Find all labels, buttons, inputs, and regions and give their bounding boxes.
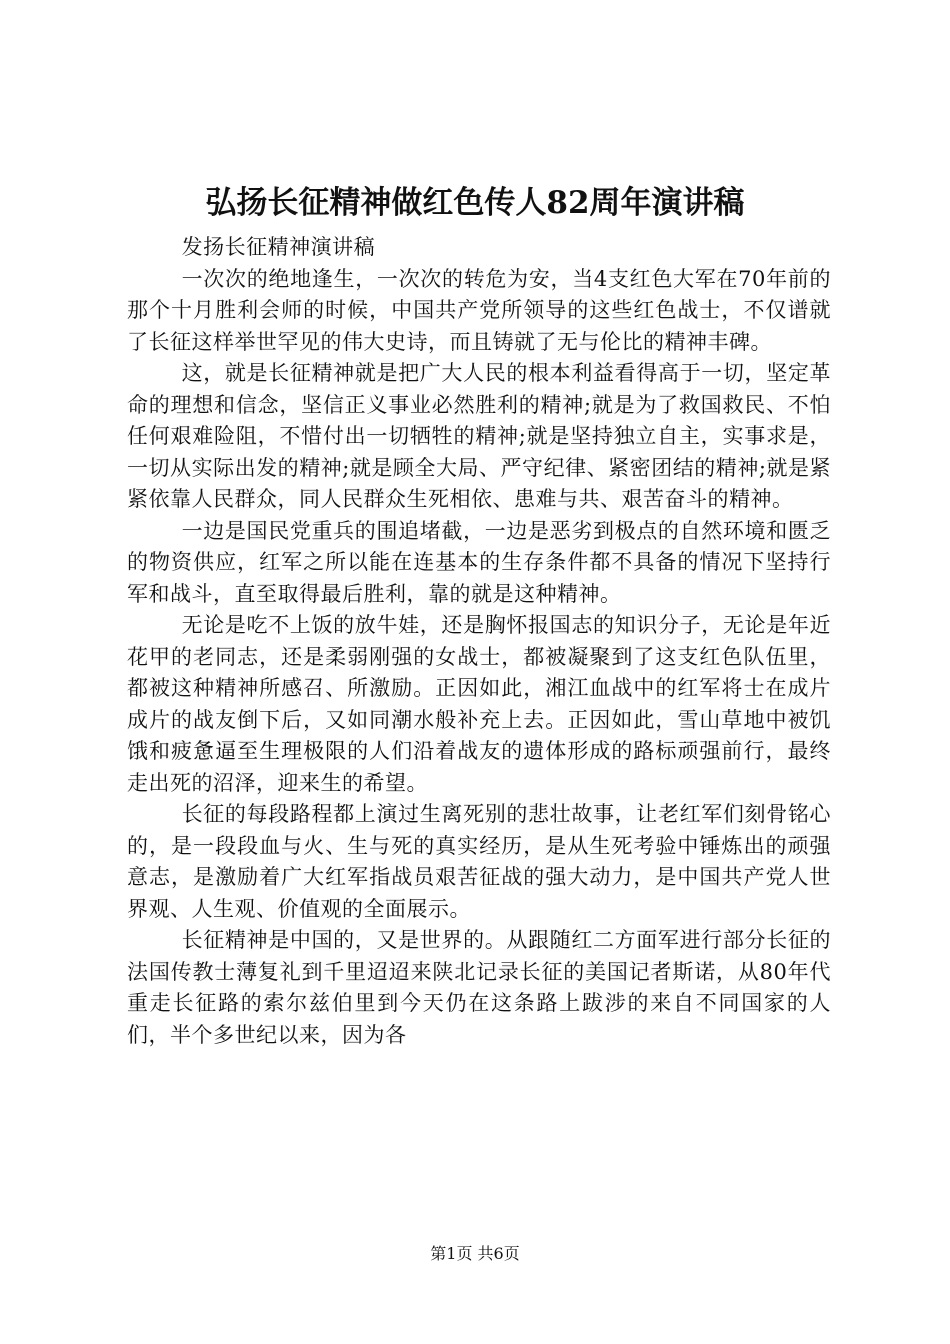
document-subtitle: 发扬长征精神演讲稿 xyxy=(181,235,376,259)
page-title: 弘扬长征精神做红色传人82周年演讲稿 xyxy=(205,185,745,221)
document-body xyxy=(127,232,831,1051)
paragraph-6: 长征精神是中国的，又是世界的。从跟随红二方面军进行部分长征的法国传教士薄复礼到千里迢迢来陕北记录长征的美国记者斯诺，从80年代重走长征路的索尔兹伯里到今天仍在这条路上跋涉的来自不同国家的人们，半个多世纪以来，因为各 xyxy=(127,928,831,1047)
page-footer: 第1页 共6页 xyxy=(430,1244,520,1263)
paragraph-4: 无论是吃不上饭的放牛娃，还是胸怀报国志的知识分子，无论是年近花甲的老同志，还是柔弱刚强的女战士，都被凝聚到了这支红色队伍里，都被这种精神所感召、所激励。正因如此，湘江血战中的红军将士在成片成片的战友倒下后，又如同潮水般补充上去。正因如此，雪山草地中被饥饿和疲惫逼至生理极限的人们沿着战友的遗体形成的路标顽强前行，最终走出死的沼泽，迎来生的希望。 xyxy=(127,613,831,795)
paragraph-2: 这，就是长征精神就是把广大人民的根本利益看得高于一切，坚定革命的理想和信念，坚信正义事业必然胜利的精神;就是为了救国救民、不怕任何艰难险阻，不惜付出一切牺牲的精神;就是坚持独立自主，实事求是，一切从实际出发的精神;就是顾全大局、严守纪律、紧密团结的精神;就是紧紧依靠人民群众，同人民群众生死相依、患难与共、艰苦奋斗的精神。 xyxy=(127,361,831,511)
paragraph-1: 一次次的绝地逢生，一次次的转危为安，当4支红色大军在70年前的那个十月胜利会师的时候，中国共产党所领导的这些红色战士，不仅谱就了长征这样举世罕见的伟大史诗，而且铸就了无与伦比的精神丰碑。 xyxy=(127,266,831,354)
paragraph-5: 长征的每段路程都上演过生离死别的悲壮故事，让老红军们刻骨铭心的，是一段段血与火、生与死的真实经历，是从生死考验中锤炼出的顽强意志，是激励着广大红军指战员艰苦征战的强大动力，是中国共产党人世界观、人生观、价值观的全面展示。 xyxy=(127,802,831,921)
paragraph-3: 一边是国民党重兵的围追堵截，一边是恶劣到极点的自然环境和匮乏的物资供应，红军之所以能在连基本的生存条件都不具备的情况下坚持行军和战斗，直至取得最后胜利，靠的就是这种精神。 xyxy=(127,518,831,606)
